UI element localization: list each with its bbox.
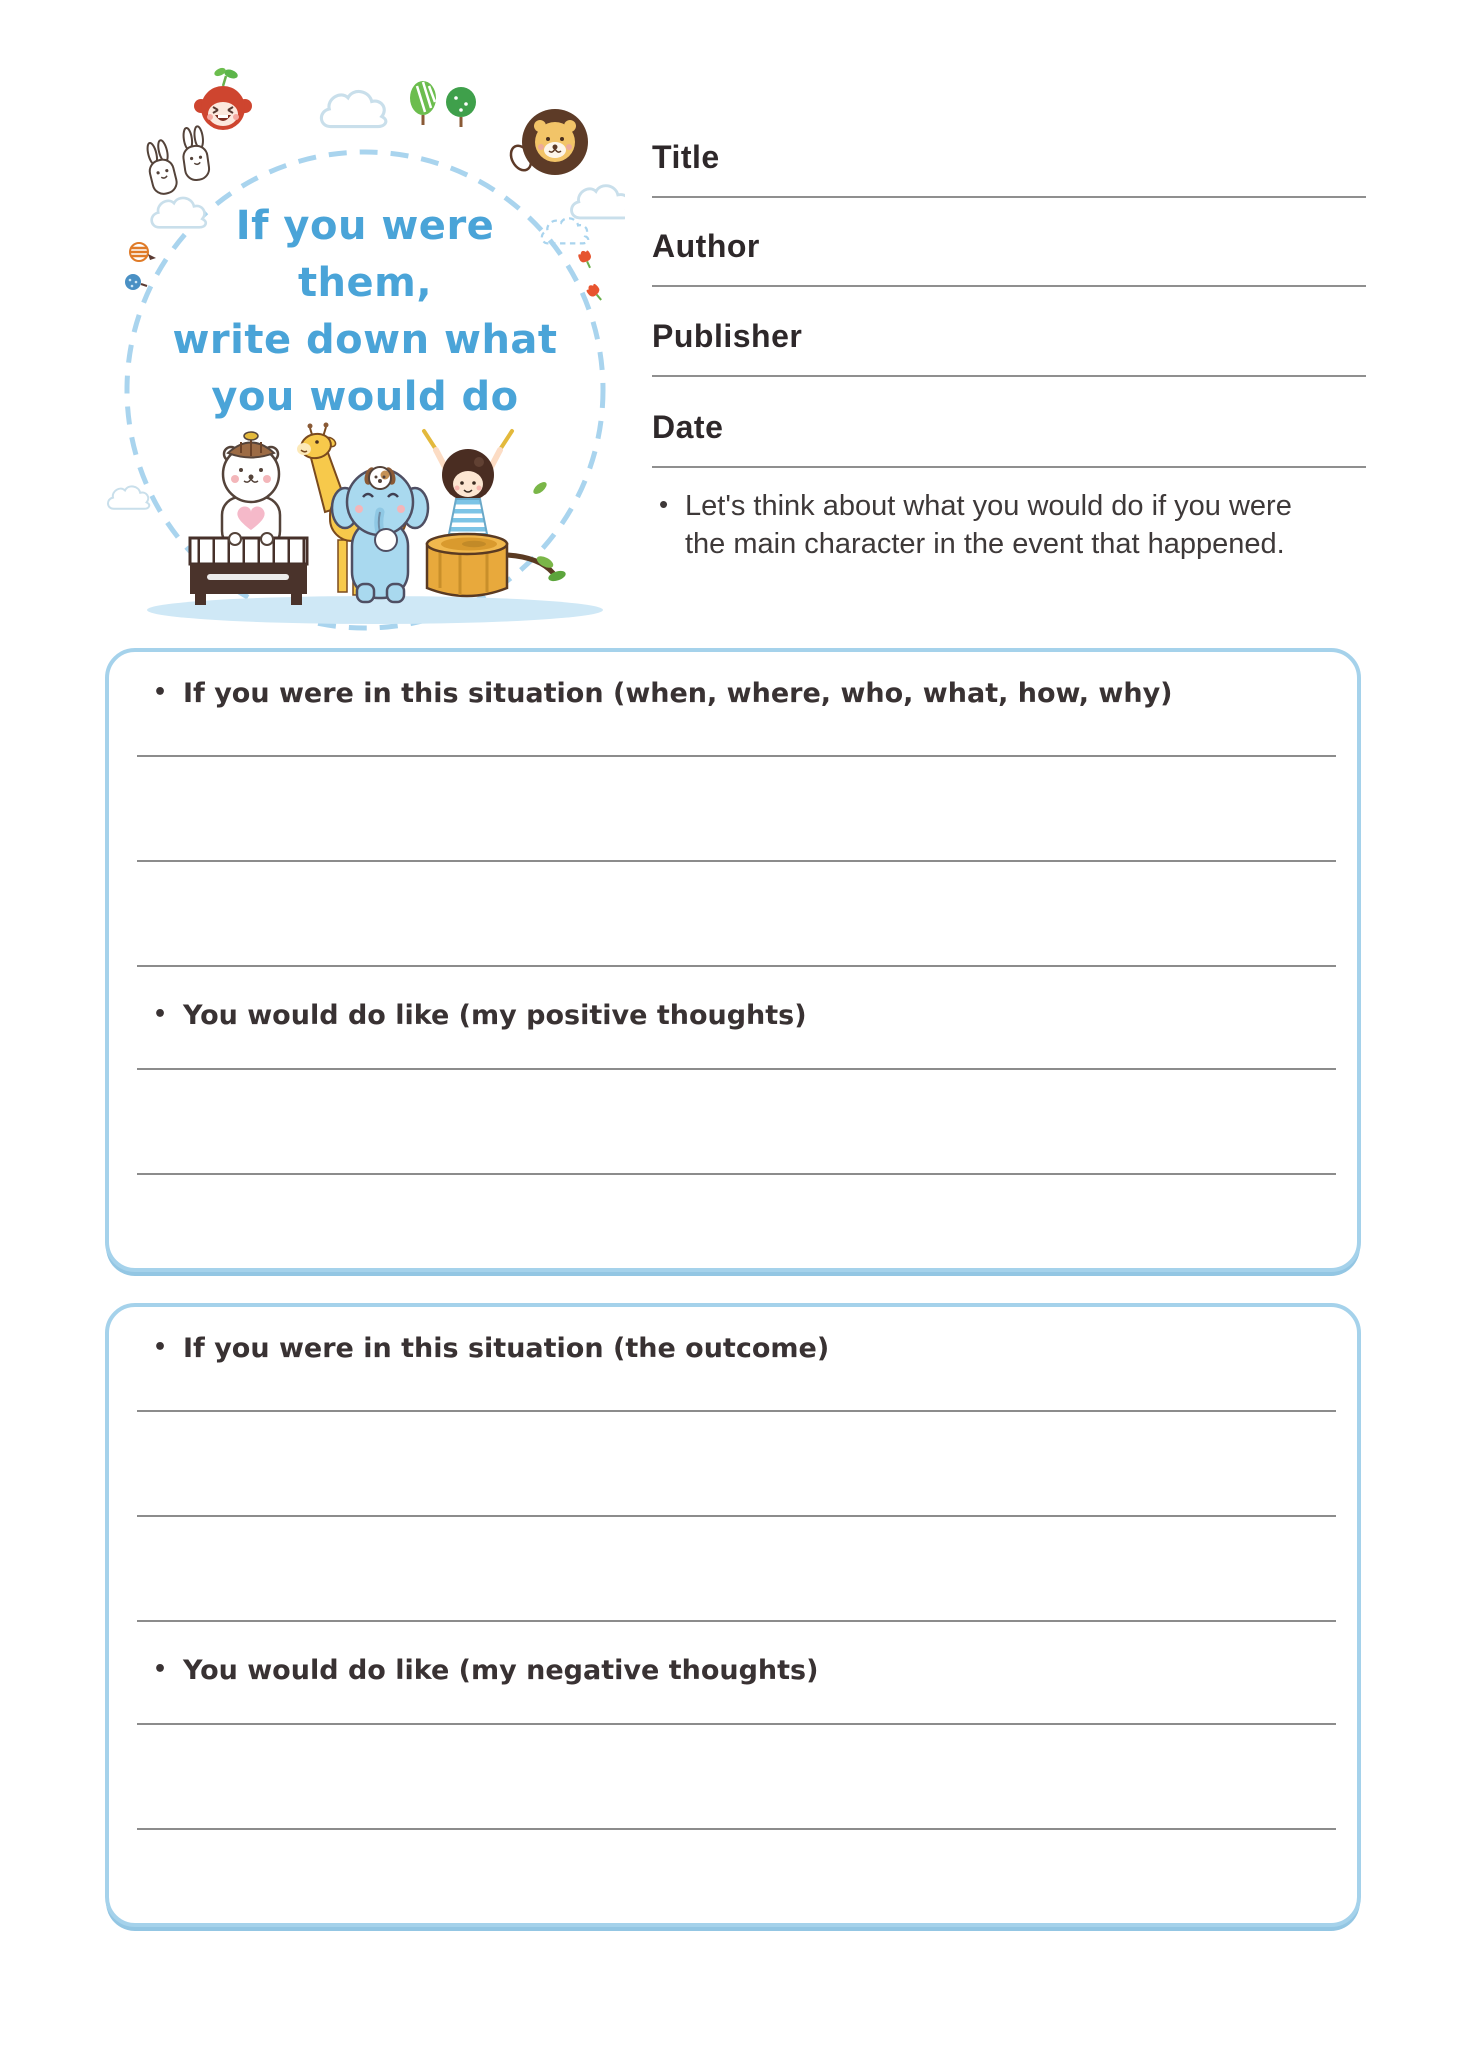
field-author-label: Author: [652, 228, 760, 264]
writing-line[interactable]: [137, 1828, 1336, 1830]
prompt-label: If you were in this situation (the outcome): [183, 1333, 830, 1364]
badge-title-line: you would do: [211, 374, 519, 420]
writing-line[interactable]: [137, 1410, 1336, 1412]
field-title: [652, 139, 1366, 201]
prompt-positive-thoughts: [151, 1000, 1327, 1031]
field-author-input-line[interactable]: [652, 285, 1366, 287]
rabbit-icon: [143, 126, 211, 197]
writing-line[interactable]: [137, 1723, 1336, 1725]
tree-icon: [410, 81, 476, 127]
prompt-situation-2: [151, 1333, 1327, 1364]
section-box-1: [105, 648, 1361, 1272]
prompt-label: If you were in this situation (when, where, who, what, how, why): [183, 678, 1173, 709]
field-title-input-line[interactable]: [652, 196, 1366, 198]
bullet-icon: •: [659, 489, 669, 519]
badge-title: [143, 198, 587, 426]
monkey-icon: [194, 66, 252, 130]
badge-title-line: them,: [297, 260, 433, 306]
prompt-situation-1: [151, 678, 1327, 709]
badge-title-line: If you were: [235, 203, 495, 249]
prompt-label: You would do like (my negative thoughts): [183, 1655, 819, 1686]
field-author: [652, 228, 1366, 290]
writing-line[interactable]: [137, 1515, 1336, 1517]
writing-line[interactable]: [137, 1620, 1336, 1622]
writing-line[interactable]: [137, 1173, 1336, 1175]
prompt-label: You would do like (my positive thoughts): [183, 1000, 807, 1031]
field-publisher-label: Publisher: [652, 318, 803, 354]
field-date-label: Date: [652, 409, 724, 445]
writing-line[interactable]: [137, 860, 1336, 862]
bear-icon: [222, 432, 280, 549]
prompt-negative-thoughts: [151, 1655, 1327, 1686]
field-title-label: Title: [652, 139, 720, 175]
bullet-icon: •: [153, 680, 168, 705]
instruction-note: [655, 487, 1331, 563]
field-date-input-line[interactable]: [652, 466, 1366, 468]
writing-line[interactable]: [137, 1068, 1336, 1070]
writing-line[interactable]: [137, 755, 1336, 757]
badge-title-line: write down what: [172, 317, 558, 363]
ground-shadow: [147, 596, 603, 624]
field-publisher-input-line[interactable]: [652, 375, 1366, 377]
field-date: [652, 409, 1366, 471]
title-badge: [95, 50, 625, 662]
lion-icon: [507, 109, 588, 175]
writing-line[interactable]: [137, 965, 1336, 967]
instruction-note-text: Let's think about what you would do if you were the main character in the event that happened.: [685, 490, 1292, 560]
section-box-2: [105, 1303, 1361, 1927]
bullet-icon: •: [153, 1335, 168, 1360]
bullet-icon: •: [153, 1002, 168, 1027]
bullet-icon: •: [153, 1657, 168, 1682]
field-publisher: [652, 318, 1366, 380]
